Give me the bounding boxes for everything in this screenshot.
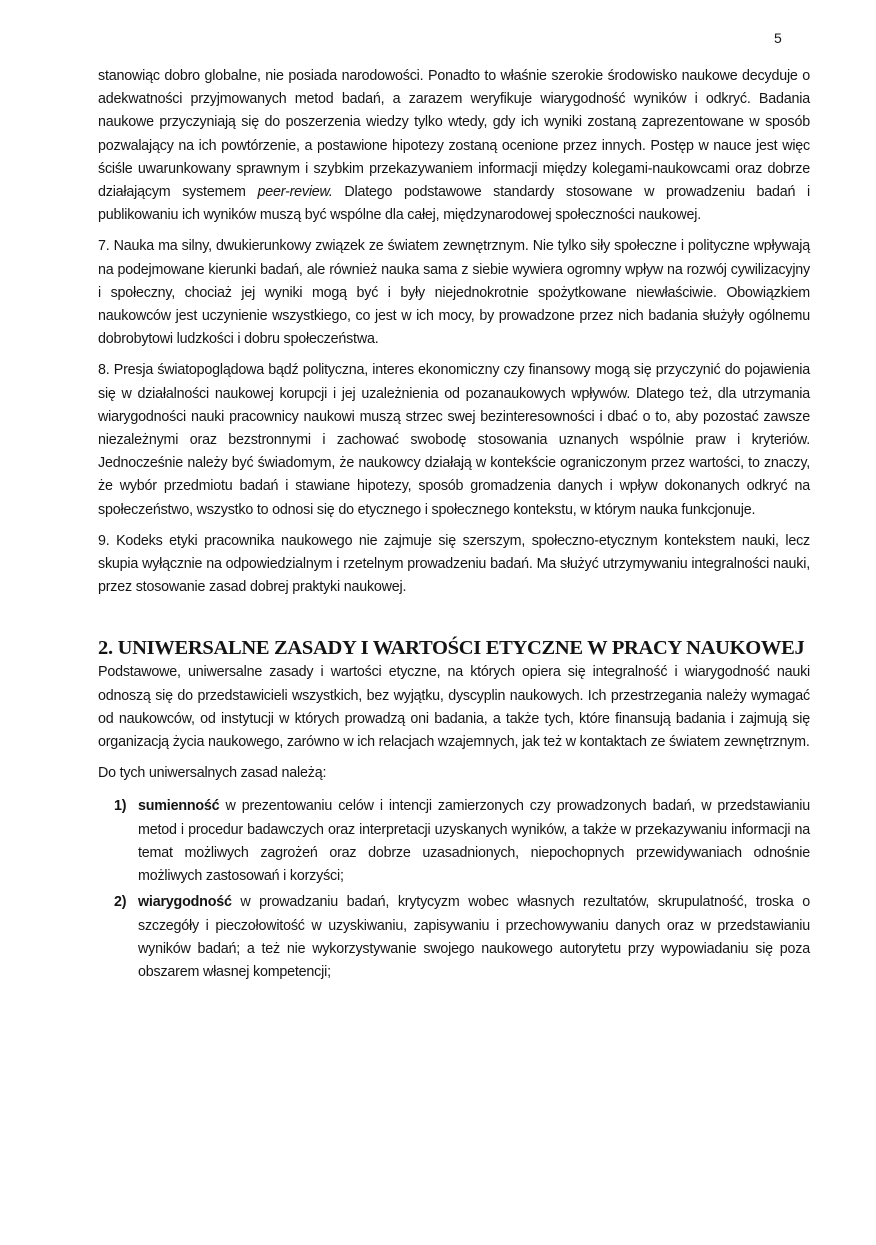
list-item (98, 891, 810, 984)
principles-list (98, 795, 810, 984)
paragraph-text: Dlatego podstawowe standardy stosowane w prowadzeniu badań i publikowaniu ich wyników muszą być wspólne dla całej, międzynarodowej społeczności naukowej. (98, 184, 810, 224)
list-item-number: 1) (114, 798, 127, 815)
paragraph-8: 8. Presja światopoglądowa bądź polityczna, interes ekonomiczny czy finansowy mogą się przyczynić do pojawienia się w działalności naukowej korupcji i jej uzależnienia od pozanaukowych wpływów. Dlatego też, dla utrzymania wiarygodności nauki pracownicy naukowi muszą strzec swej bezinteresowności i dbać o to, aby pozostać zawsze niezależnymi oraz bezstronnymi i zachować swobodę stosowania uznanych wspólnie praw i kryteriów. Jednocześnie należy być świadomym, że naukowcy działają w kontekście ograniczonym przez wartości, to znaczy, że wybór przedmiotu badań i stawiane hipotezy, sposób gromadzenia danych i wpływ dokonanych odkryć na społeczeństwo, wszystko to odnosi się do etycznego i społecznego kontekstu, w którym nauka funkcjonuje. (98, 362, 810, 518)
paragraph-continuation (98, 65, 810, 227)
list-item (98, 795, 810, 888)
list-item-term: sumienność (138, 798, 220, 815)
list-intro: Do tych uniwersalnych zasad należą: (98, 765, 327, 782)
section-heading: 2. UNIWERSALNE ZASADY I WARTOŚCI ETYCZNE W PRACY NAUKOWEJ (98, 637, 805, 660)
paragraph-7: 7. Nauka ma silny, dwukierunkowy związek ze światem zewnętrznym. Nie tylko siły społeczne i polityczne wpływają na podejmowane kierunki badań, ale również nauka sama z siebie wywiera ogromny wpływ na rozwój cywilizacyjny i społeczny, chociaż jej wyniki mogą być i były niejednokrotnie spożytkowane niewłaściwie. Obowiązkiem naukowców jest uczynienie wszystkiego, co jest w ich mocy, by prowadzone przez nich badania służyły ogólnemu dobrobytowi ludzkości i dobru społeczeństwa. (98, 238, 810, 348)
list-item-term: wiarygodność (138, 894, 232, 911)
page-number: 5 (774, 30, 782, 46)
paragraph-text: stanowiąc dobro globalne, nie posiada narodowości. Ponadto to właśnie szerokie środowisko naukowe decyduje o adekwatności przyjmowanych metod badań, a zarazem weryfikuje wiarygodność wyników i odkryć. Badania naukowe przyczyniają się do poszerzenia wiedzy tylko wtedy, gdy ich wyniki zostaną zaprezentowane w sposób pozwalający na ich powtórzenie, a postawione hipotezy zostaną ocenione przez innych. Postęp w nauce jest więc ściśle uwarunkowany sprawnym i szybkim przekazywaniem informacji między kolegami-naukowcami oraz dobrze działającym systemem (98, 68, 810, 201)
section-intro: Podstawowe, uniwersalne zasady i wartości etyczne, na których opiera się integralność i wiarygodność nauki odnoszą się do przedstawicieli wszystkich, bez wyjątku, dyscyplin naukowych. Ich przestrzegania należy wymagać od naukowców, od instytucji w których prowadzą oni badania, a także tych, które finansują badania i zajmują się organizacją życia naukowego, zarówno w ich relacjach wzajemnych, jak też w kontaktach ze światem zewnętrznym. (98, 664, 810, 751)
document-body (98, 65, 810, 987)
italic-term: peer-review. (257, 184, 333, 201)
list-item-text: w prezentowaniu celów i intencji zamierzonych czy prowadzonych badań, w przedstawianiu metod i procedur badawczych oraz interpretacji uzyskanych wyników, a także w przekazywaniu informacji na temat możliwych zagrożeń oraz dobrze uzasadnionych, niepochopnych przewidywaniach odnośnie możliwych zastosowań i korzyści; (138, 798, 810, 885)
list-item-number: 2) (114, 894, 127, 911)
paragraph-9: 9. Kodeks etyki pracownika naukowego nie zajmuje się szerszym, społeczno-etycznym kontekstem nauki, lecz skupia wyłącznie na odpowiedzialnym i rzetelnym prowadzeniu badań. Ma służyć utrzymywaniu integralności nauki, przez stosowanie zasad dobrej praktyki naukowej. (98, 532, 810, 596)
list-item-text: w prowadzaniu badań, krytycyzm wobec własnych rezultatów, skrupulatność, troska o szczegóły i pieczołowitość w uzyskiwaniu, zapisywaniu i przechowywaniu danych oraz w przedstawianiu wyników badań; a też nie wykorzystywanie swojego naukowego autorytetu przy wypowiadaniu się poza obszarem własnej kompetencji; (138, 894, 810, 980)
